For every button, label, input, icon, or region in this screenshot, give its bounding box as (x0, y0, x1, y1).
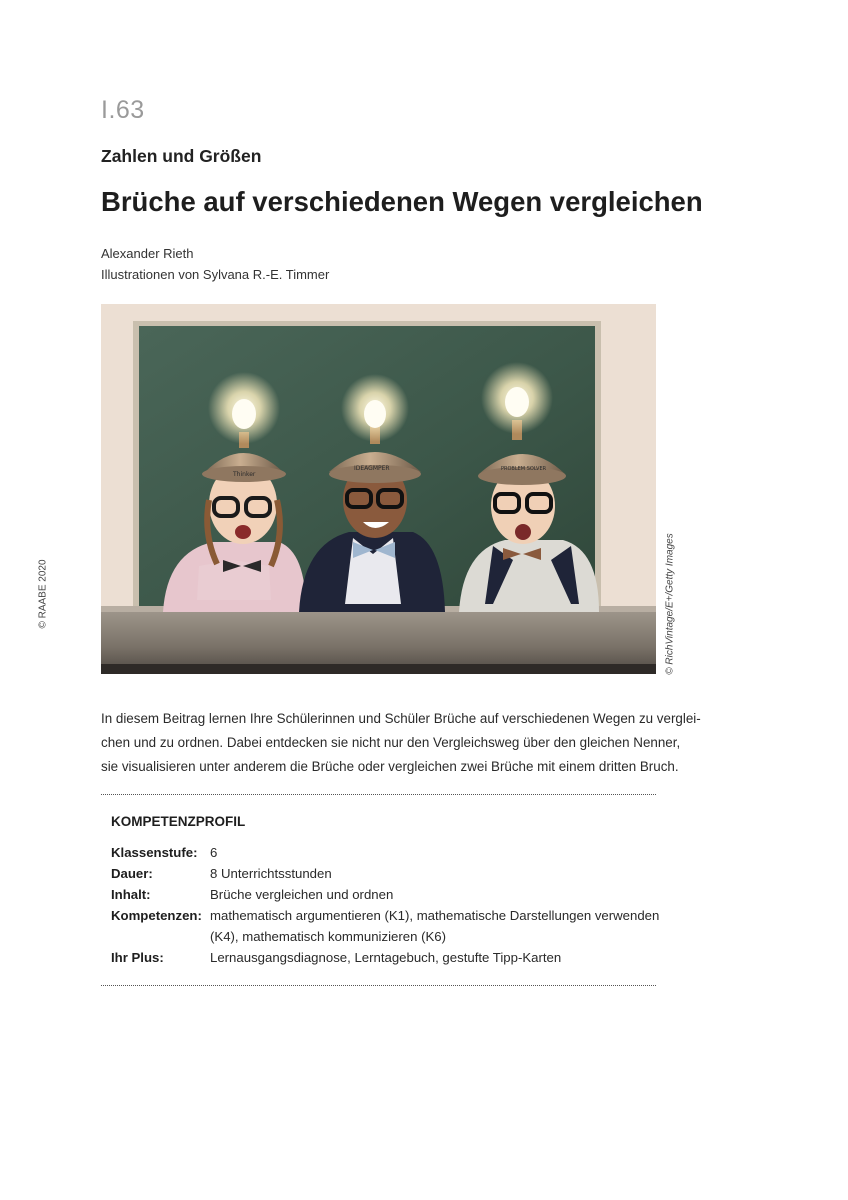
photo-credit: © RichVintage/E+/Getty Images (664, 533, 676, 675)
intro-paragraph (101, 707, 701, 779)
dotted-divider-top (101, 794, 656, 795)
side-copyright: © RAABE 2020 (37, 559, 49, 629)
intro-line: sie visualisieren unter anderem die Brüche oder vergleichen zwei Brüche mit einem dritten Bruch. (101, 759, 679, 774)
category-heading: Zahlen und Größen (101, 146, 262, 166)
profile-value: Lernausgangsdiagnose, Lerntagebuch, gestufte Tipp-Karten (210, 950, 562, 965)
intro-line: chen und zu ordnen. Dabei entdecken sie nicht nur den Vergleichsweg über den gleichen Nenner, (101, 735, 681, 750)
profile-label: Ihr Plus: (111, 950, 164, 965)
competence-profile-heading: KOMPETENZPROFIL (111, 814, 246, 829)
author-name: Alexander Rieth (101, 246, 194, 261)
helmet-label: IDEAGMPER (354, 465, 390, 472)
helmet-label: PROBLEM SOLVER (501, 466, 547, 472)
profile-label: Inhalt: (111, 887, 151, 902)
page-title: Brüche auf verschiedenen Wegen vergleichen (101, 186, 703, 217)
desk (101, 606, 656, 674)
helmet-label: Thinker (233, 471, 256, 478)
profile-value: Brüche vergleichen und ordnen (210, 887, 394, 902)
profile-label: Kompetenzen: (111, 908, 202, 923)
profile-label: Dauer: (111, 866, 153, 881)
cover-photo (101, 304, 656, 674)
illustrator-credit: Illustrationen von Sylvana R.-E. Timmer (101, 267, 330, 282)
profile-value: (K4), mathematisch kommunizieren (K6) (210, 929, 446, 944)
intro-line: In diesem Beitrag lernen Ihre Schülerinnen und Schüler Brüche auf verschiedenen Wegen zu verglei- (101, 711, 701, 726)
profile-value: 8 Unterrichtsstunden (210, 866, 332, 881)
profile-label: Klassenstufe: (111, 845, 198, 860)
profile-value: mathematisch argumentieren (K1), mathematische Darstellungen verwenden (210, 908, 660, 923)
profile-value: 6 (210, 845, 218, 860)
dotted-divider-bottom (101, 985, 656, 986)
page-number: I.63 (101, 96, 145, 124)
